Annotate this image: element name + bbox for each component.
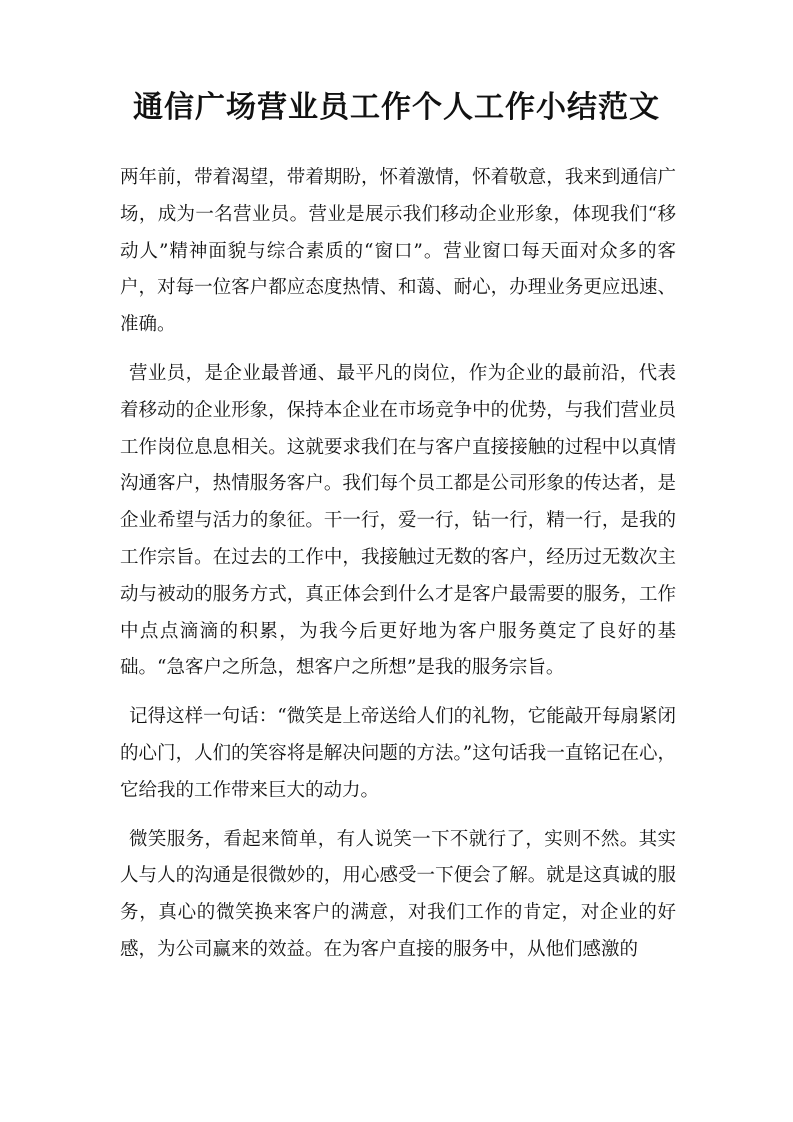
document-body [120, 160, 676, 981]
paragraph-2: 营业员，是企业最普通、最平凡的岗位，作为企业的最前沿，代表着移动的企业形象，保持本企业在市场竞争中的优势，与我们营业员工作岗位息息相关。这就要求我们在与客户直接接触的过程中以真情沟通客户，热情服务客户。我们每个员工都是公司形象的传达者，是企业希望与活力的象征。干一行，爱一行，钻一行，精一行，是我的工作宗旨。在过去的工作中，我接触过无数的客户，经历过无数次主动与被动的服务方式，真正体会到什么才是客户最需要的服务，工作中点点滴滴的积累，为我今后更好地为客户服务奠定了良好的基础。“急客户之所急，想客户之所想”是我的服务宗旨。 [120, 362, 676, 679]
document-title: 通信广场营业员工作个人工作小结范文 [133, 90, 660, 125]
paragraph-1: 两年前，带着渴望，带着期盼，怀着激情，怀着敬意，我来到通信广场，成为一名营业员。营业是展示我们移动企业形象，体现我们“移动人”精神面貌与综合素质的“窗口”。营业窗口每天面对众多的客户，对每一位客户都应态度热情、和蔼、耐心，办理业务更应迅速、准确。 [120, 167, 676, 336]
paragraph-4: 微笑服务，看起来简单，有人说笑一下不就行了，实则不然。其实人与人的沟通是很微妙的，用心感受一下便会了解。就是这真诚的服务，真心的微笑换来客户的满意，对我们工作的肯定，对企业的好感，为公司赢来的效益。在为客户直接的服务中，从他们感激的 [120, 828, 676, 960]
paragraph-3: 记得这样一句话：“微笑是上帝送给人们的礼物，它能敲开每扇紧闭的心门，人们的笑容将是解决问题的方法。”这句话我一直铭记在心，它给我的工作带来巨大的动力。 [120, 706, 676, 801]
